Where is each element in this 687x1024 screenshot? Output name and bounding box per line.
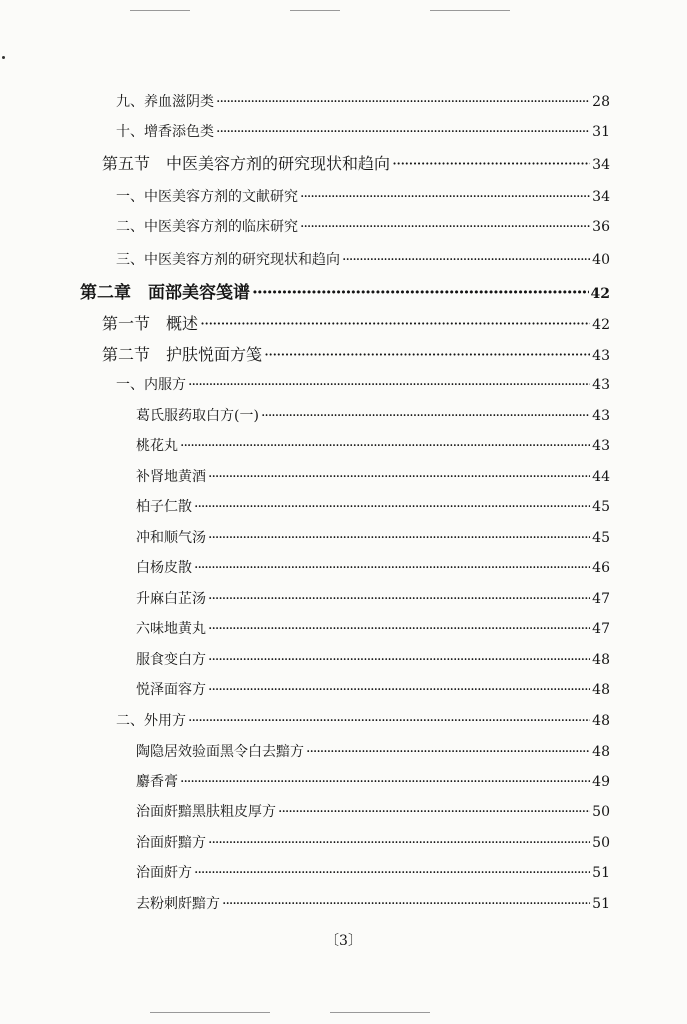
toc-entry-title: 一、内服方 bbox=[116, 377, 186, 393]
dot-leader bbox=[208, 588, 590, 610]
dot-leader bbox=[194, 862, 590, 884]
dot-leader bbox=[208, 527, 590, 549]
toc-entry-title: 升麻白芷汤 bbox=[136, 591, 206, 607]
toc-entry-page: 40 bbox=[592, 252, 610, 268]
dot-leader bbox=[180, 771, 590, 793]
toc-entry-title: 悦泽面容方 bbox=[136, 682, 206, 698]
toc-entry-page: 51 bbox=[592, 896, 610, 912]
dot-leader bbox=[188, 374, 590, 396]
toc-entry-title: 六味地黄丸 bbox=[136, 621, 206, 637]
toc-entry-title: 第五节 中医美容方剂的研究现状和趋向 bbox=[102, 154, 391, 173]
toc-entry-title: 去粉刺皯黯方 bbox=[136, 896, 220, 912]
toc-entry-page: 45 bbox=[592, 499, 610, 515]
toc-entry-page: 49 bbox=[592, 774, 610, 790]
toc-entry-page: 44 bbox=[592, 469, 610, 485]
dot-leader bbox=[261, 405, 590, 427]
toc-entry-page: 48 bbox=[592, 682, 610, 698]
toc-entry-title: 治面皯黯黑肤粗皮厚方 bbox=[136, 804, 276, 820]
dot-leader bbox=[208, 466, 590, 488]
toc-entry-title: 桃花丸 bbox=[136, 438, 178, 454]
toc-entry-page: 47 bbox=[592, 621, 610, 637]
toc-entry bbox=[102, 153, 610, 175]
toc-entry bbox=[136, 435, 610, 457]
toc-entry-page: 42 bbox=[592, 317, 610, 333]
toc-entry-page: 36 bbox=[592, 219, 610, 235]
dot-leader bbox=[392, 153, 590, 175]
toc-entry bbox=[116, 216, 610, 238]
toc-entry bbox=[136, 741, 610, 763]
toc-entry bbox=[136, 649, 610, 671]
toc-entry-title: 冲和顺气汤 bbox=[136, 530, 206, 546]
dot-leader bbox=[252, 282, 589, 304]
toc-entry bbox=[136, 496, 610, 518]
dot-leader bbox=[194, 557, 590, 579]
toc-entry-title: 九、养血滋阴类 bbox=[116, 94, 214, 110]
toc-entry bbox=[116, 186, 610, 208]
toc-entry-title: 陶隐居效验面黑令白去黯方 bbox=[136, 744, 304, 760]
toc-entry-page: 42 bbox=[590, 286, 610, 302]
toc-entry bbox=[136, 618, 610, 640]
dot-leader bbox=[216, 91, 590, 113]
toc-entry-page: 48 bbox=[592, 713, 610, 729]
toc-entry-title: 柏子仁散 bbox=[136, 499, 192, 515]
toc-entry-title: 十、增香添色类 bbox=[116, 124, 214, 140]
dot-leader bbox=[208, 649, 590, 671]
toc-entry-page: 34 bbox=[592, 189, 610, 205]
toc-entry-title: 二、外用方 bbox=[116, 713, 186, 729]
toc-entry bbox=[136, 771, 610, 793]
toc-entry bbox=[136, 557, 610, 579]
toc-entry-page: 50 bbox=[592, 804, 610, 820]
toc-entry-title: 葛氏服药取白方(一) bbox=[136, 408, 259, 424]
toc-entry-title: 麝香膏 bbox=[136, 774, 178, 790]
toc-entry-title: 第二节 护肤悦面方笺 bbox=[102, 345, 263, 364]
toc-entry-page: 47 bbox=[592, 591, 610, 607]
dot-leader bbox=[216, 121, 590, 143]
toc-entry bbox=[116, 710, 610, 732]
toc-entry-title: 服食变白方 bbox=[136, 652, 206, 668]
toc-entry bbox=[136, 588, 610, 610]
dot-leader bbox=[300, 216, 590, 238]
dot-leader bbox=[180, 435, 590, 457]
dot-leader bbox=[306, 741, 590, 763]
toc-entry-title: 治面皯黯方 bbox=[136, 835, 206, 851]
toc-entry-page: 43 bbox=[592, 348, 610, 364]
toc-entry-page: 43 bbox=[592, 438, 610, 454]
toc-entry-title: 治面皯方 bbox=[136, 865, 192, 881]
toc-entry bbox=[136, 466, 610, 488]
toc-entry bbox=[116, 121, 610, 143]
toc-entry-title: 白杨皮散 bbox=[136, 560, 192, 576]
dot-leader bbox=[342, 249, 590, 271]
toc-entry-title: 第二章 面部美容笺谱 bbox=[80, 283, 250, 303]
toc-entry bbox=[136, 405, 610, 427]
toc-entry bbox=[102, 344, 610, 366]
dot-leader bbox=[264, 344, 590, 366]
toc-entry bbox=[136, 801, 610, 823]
toc-entry-page: 34 bbox=[592, 157, 610, 173]
toc-entry-page: 50 bbox=[592, 835, 610, 851]
dot-leader bbox=[208, 832, 590, 854]
toc-entry bbox=[136, 527, 610, 549]
toc-entry-page: 48 bbox=[592, 652, 610, 668]
dot-leader bbox=[188, 710, 590, 732]
toc-entry-title: 一、中医美容方剂的文献研究 bbox=[116, 189, 298, 205]
toc-entry bbox=[116, 91, 610, 113]
toc-entry-page: 51 bbox=[592, 865, 610, 881]
toc-entry-page: 46 bbox=[592, 560, 610, 576]
dot-leader bbox=[194, 496, 590, 518]
toc-entry-page: 31 bbox=[592, 124, 610, 140]
toc-entry bbox=[102, 313, 610, 335]
page-number: 〔3〕 bbox=[325, 933, 362, 949]
toc-entry-page: 28 bbox=[592, 94, 610, 110]
toc-entry bbox=[136, 679, 610, 701]
dot-leader bbox=[200, 313, 590, 335]
toc-entry-title: 二、中医美容方剂的临床研究 bbox=[116, 219, 298, 235]
dot-leader bbox=[208, 618, 590, 640]
dot-leader bbox=[222, 893, 590, 915]
toc-entry bbox=[116, 374, 610, 396]
toc-entry-page: 43 bbox=[592, 377, 610, 393]
toc-entry-title: 第一节 概述 bbox=[102, 314, 199, 333]
toc-entry-title: 三、中医美容方剂的研究现状和趋向 bbox=[116, 252, 340, 268]
toc-entry-page: 43 bbox=[592, 408, 610, 424]
toc-entry bbox=[116, 249, 610, 271]
dot-leader bbox=[278, 801, 590, 823]
dot-leader bbox=[208, 679, 590, 701]
toc-entry-page: 45 bbox=[592, 530, 610, 546]
toc-entry-page: 48 bbox=[592, 744, 610, 760]
toc-entry bbox=[136, 832, 610, 854]
dot-leader bbox=[300, 186, 590, 208]
toc-entry bbox=[136, 893, 610, 915]
toc-entry bbox=[136, 862, 610, 884]
toc-entry-title: 补肾地黄酒 bbox=[136, 469, 206, 485]
toc-entry bbox=[80, 282, 610, 304]
